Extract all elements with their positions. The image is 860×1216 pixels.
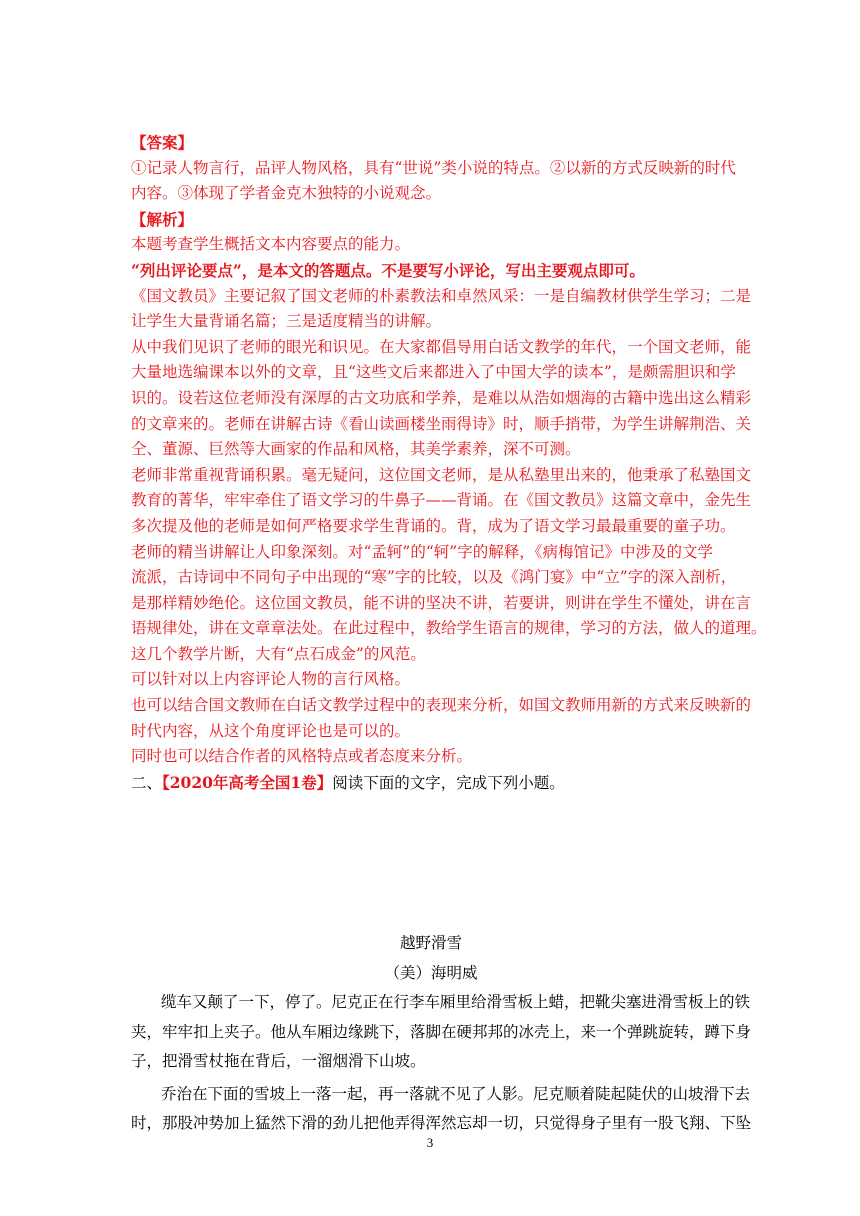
question-instruction: 阅读下面的文字，完成下列小题。 (332, 773, 565, 792)
analysis-line: 从中我们见识了老师的眼光和识见。在大家都倡导用白话文教学的年代，一个国文老师，能 (131, 337, 752, 356)
answer-line: 内容。③体现了学者金克木独特的小说观念。 (131, 184, 442, 203)
analysis-line: “列出评论要点”，是本文的答题点。不是要写小评论，写出主要观点即可。 (131, 260, 645, 280)
question-number: 二、 (131, 773, 163, 792)
analysis-line: 多次提及他的老师是如何严格要求学生背诵的。背，成为了语文学习最最重要的童子功。 (131, 516, 736, 535)
story-paragraph-line: 子，把滑雪杖拖在背后，一溜烟滑下山坡。 (131, 1052, 426, 1070)
analysis-line: 识的。设若这位老师没有深厚的古文功底和学养，是难以从浩如烟海的古籍中选出这么精彩 (131, 388, 752, 407)
page-number: 3 (426, 1135, 434, 1150)
analysis-line: 仝、董源、巨然等大画家的作品和风格，其美学素养，深不可测。 (131, 440, 581, 459)
question-2-header (131, 770, 731, 797)
story-paragraph-line: 夹，牢牢扣上夹子。他从车厢边缘跳下，落脚在硬邦邦的冰壳上，来一个弹跳旋转，蹲下身 (131, 1022, 752, 1041)
analysis-line: 让学生大量背诵名篇；三是适度精当的讲解。 (131, 312, 442, 331)
story-section (131, 929, 752, 1139)
analysis-heading: 【解析】 (131, 209, 194, 229)
story-paragraph-line: 缆车又颠了一下，停了。尼克正在行李车厢里给滑雪板上蜡，把靴尖塞进滑雪板上的铁 (161, 993, 751, 1011)
answer-analysis-section (131, 130, 767, 796)
answer-line: ①记录人物言行，品评人物风格，具有“世说”类小说的特点。②以新的方式反映新的时代 (131, 158, 736, 177)
analysis-line: 时代内容，从这个角度评论也是可以的。 (131, 721, 411, 740)
story-title: 越野滑雪 (399, 934, 462, 952)
analysis-line: 大量地选编课本以外的文章，且“这些文后来都进入了中国大学的读本”，是颇需胆识和学 (131, 363, 736, 382)
analysis-line: 可以针对以上内容评论人物的言行风格。 (131, 670, 411, 689)
answer-heading: 【答案】 (131, 133, 194, 152)
story-author: （美）海明威 (384, 963, 478, 982)
analysis-line: 本题考查学生概括文本内容要点的能力。 (131, 235, 411, 254)
analysis-line: 教育的菁华，牢牢牵住了语文学习的牛鼻子——背诵。在《国文教员》这篇文章中，金先生 (131, 491, 752, 510)
story-paragraph-line: 乔治在下面的雪坡上一落一起，再一落就不见了人影。尼克顺着陡起陡伏的山坡滑下去 (161, 1084, 751, 1103)
story-paragraph-line: 时，那股冲势加上猛然下滑的劲儿把他弄得浑然忘却一切，只觉得身子里有一股飞翔、下坠 (131, 1114, 752, 1132)
analysis-line: 的文章来的。老师在讲解古诗《看山读画楼坐雨得诗》时，顺手捎带，为学生讲解荆浩、关 (131, 414, 752, 433)
analysis-line: 这几个教学片断，大有“点石成金”的风范。 (131, 644, 426, 663)
analysis-line: 也可以结合国文教师在白话文教学过程中的表现来分析，如国文教师用新的方式来反映新的 (131, 696, 752, 715)
analysis-line: 是那样精妙绝伦。这位国文教员，能不讲的坚决不讲，若要讲，则讲在学生不懂处，讲在言 (131, 593, 752, 612)
analysis-line: 流派，古诗词中不同句子中出现的“寒”字的比较，以及《鸿门宴》中“立”字的深入剖析， (131, 568, 737, 587)
analysis-line: 《国文教员》主要记叙了国文老师的朴素教法和卓然风采：一是自编教材供学生学习；二是 (131, 286, 752, 305)
analysis-line: 语规律处，讲在文章章法处。在此过程中，教给学生语言的规律，学习的方法，做人的道理。 (131, 619, 767, 638)
question-source: 【2020年高考全国1卷】 (162, 772, 333, 792)
analysis-line: 同时也可以结合作者的风格特点或者态度来分析。 (131, 747, 473, 766)
analysis-line: 老师的精当讲解让人印象深刻。对“孟轲”的“轲”字的解释，《病梅馆记》中涉及的文学 (131, 542, 713, 561)
analysis-line: 老师非常重视背诵积累。毫无疑问，这位国文老师，是从私塾里出来的，他秉承了私塾国文 (131, 465, 752, 484)
